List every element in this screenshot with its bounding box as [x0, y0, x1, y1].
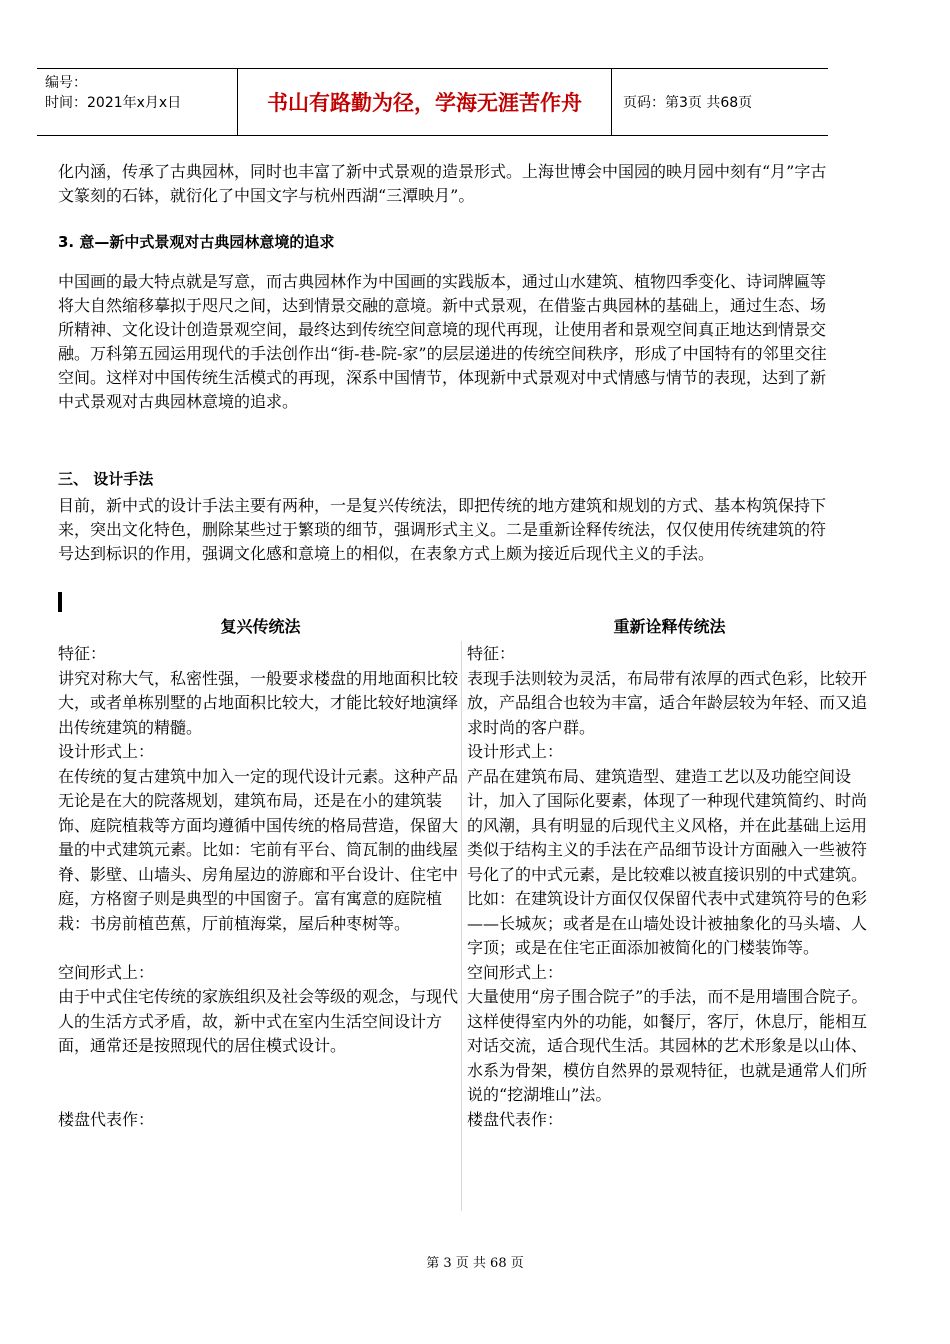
left-feature-label: 特征： — [58, 644, 107, 663]
section3-heading: 3. 意—新中式景观对古典园林意境的追求 — [58, 233, 335, 251]
left-works-label: 楼盘代表作： — [58, 1109, 155, 1129]
right-works-label: 楼盘代表作： — [467, 1109, 564, 1129]
intro-paragraph: 化内涵，传承了古典园林，同时也丰富了新中式景观的造景形式。上海世博会中国园的映月园中刻有“月”字古文篆刻的石钵，就衍化了中国文字与杭州西湖“三潭映月”。 — [58, 162, 827, 205]
serial-label: 编号： — [45, 75, 87, 91]
design-section-paragraph: 目前，新中式的设计手法主要有两种，一是复兴传统法，即把传统的地方建筑和规划的方式、基本构筑保持下来，突出文化特色，删除某些过于繁琐的细节，强调形式主义。二是重新诠释传统法，仅仅使用传统建筑的符号达到标识的作用，强调文化感和意境上的相似，在表象方式上颇为接近后现代主义的手法。 — [58, 496, 827, 563]
page-footer: 第 3 页 共 68 页 — [426, 1256, 524, 1271]
time-label: 时间：2021年x月x日 — [45, 95, 182, 111]
section3-paragraph: 中国画的最大特点就是写意，而古典园林作为中国画的实践版本，通过山水建筑、植物四季变化、诗词牌匾等将大自然缩移摹拟于咫尺之间，达到情景交融的意境。新中式景观，在借鉴古典园林的基础上，通过生态、场所精神、文化设计创造景观空间，最终达到传统空间意境的现代再现，让使用者和景观空间真正地达到情景交融。万科第五园运用现代的手法创作出“街-巷-院-家”的层层递进的传统空间秩序，形成了中国特有的邻里交往空间。这样对中国传统生活模式的再现，深系中国情节，体现新中式景观对中式情感与情节的表现，达到了新中式景观对古典园林意境的追求。 — [58, 272, 827, 411]
design-section-heading: 三、 设计手法 — [58, 470, 154, 488]
header-motto: 书山有路勤为径，学海无涯苦作舟 — [237, 69, 612, 135]
left-spacer-2 — [58, 1059, 463, 1108]
left-space-label: 空间形式上： — [58, 962, 155, 982]
left-column-title: 复兴传统法 — [220, 617, 301, 636]
right-design-text: 产品在建筑布局、建筑造型、建造工艺以及功能空间设计，加入了国际化要素，体现了一种现代建筑简约、时尚的风潮，具有明显的后现代主义风格，并在此基础上运用类似于结构主义的手法在产品细节设计方面融入一些被符号化了的中式元素，是比较难以被直接识别的中式建筑。比如：在建筑设计方面仅仅保留代表中式建筑符号的色彩——长城灰；或者是在山墙处设计被抽象化的马头墙、人字顶；或是在住宅正面添加被简化的门楼装饰等。 — [467, 766, 868, 957]
right-feature-text: 表现手法则较为灵活，布局带有浓厚的西式色彩，比较开放，产品组合也较为丰富，适合年龄层较为年轻、而又追求时尚的客户群。 — [467, 668, 868, 737]
header-page-info: 页码：第3页 共68页 — [623, 95, 753, 111]
left-spacer — [58, 936, 463, 961]
right-space-label: 空间形式上： — [467, 962, 564, 982]
left-feature-text: 讲究对称大气，私密性强，一般要求楼盘的用地面积比较大，或者单栋别墅的占地面积比较大，才能比较好地演绎出传统建筑的精髓。 — [58, 668, 459, 737]
left-design-text: 在传统的复古建筑中加入一定的现代设计元素。这种产品无论是在大的院落规划，建筑布局，还是在小的建筑装饰、庭院植栽等方面均遵循中国传统的格局营造，保留大量的中式建筑元素。比如：宅前有平台、筒瓦制的曲线屋脊、影壁、山墙头、房角屋边的游廊和平台设计、住宅中庭，方格窗子则是典型的中国窗子。富有寓意的庭院植栽：书房前植芭蕉，厅前植海棠，屋后种枣树等。 — [58, 766, 459, 933]
right-design-label: 设计形式上： — [467, 742, 564, 761]
page-header — [37, 68, 828, 136]
right-feature-label: 特征： — [467, 644, 516, 663]
right-space-text: 大量使用“房子围合院子”的手法，而不是用墙围合院子。这样使得室内外的功能，如餐厅，客厅，休息厅，能相互对话交流，适合现代生活。其园林的艺术形象是以山体、水系为骨架，模仿自然界的景观特征，也就是通常人们所说的“挖湖堆山”法。 — [467, 987, 868, 1104]
right-column-title: 重新诠释传统法 — [613, 617, 726, 636]
right-column — [467, 612, 872, 1132]
left-space-text: 由于中式住宅传统的家族组织及社会等级的观念，与现代人的生活方式矛盾，故，新中式在室内生活空间设计方面，通常还是按照现代的居住模式设计。 — [58, 987, 459, 1055]
cursor-bar — [58, 592, 62, 612]
left-column — [58, 612, 463, 1132]
left-design-label: 设计形式上： — [58, 742, 155, 761]
header-meta — [37, 69, 237, 135]
